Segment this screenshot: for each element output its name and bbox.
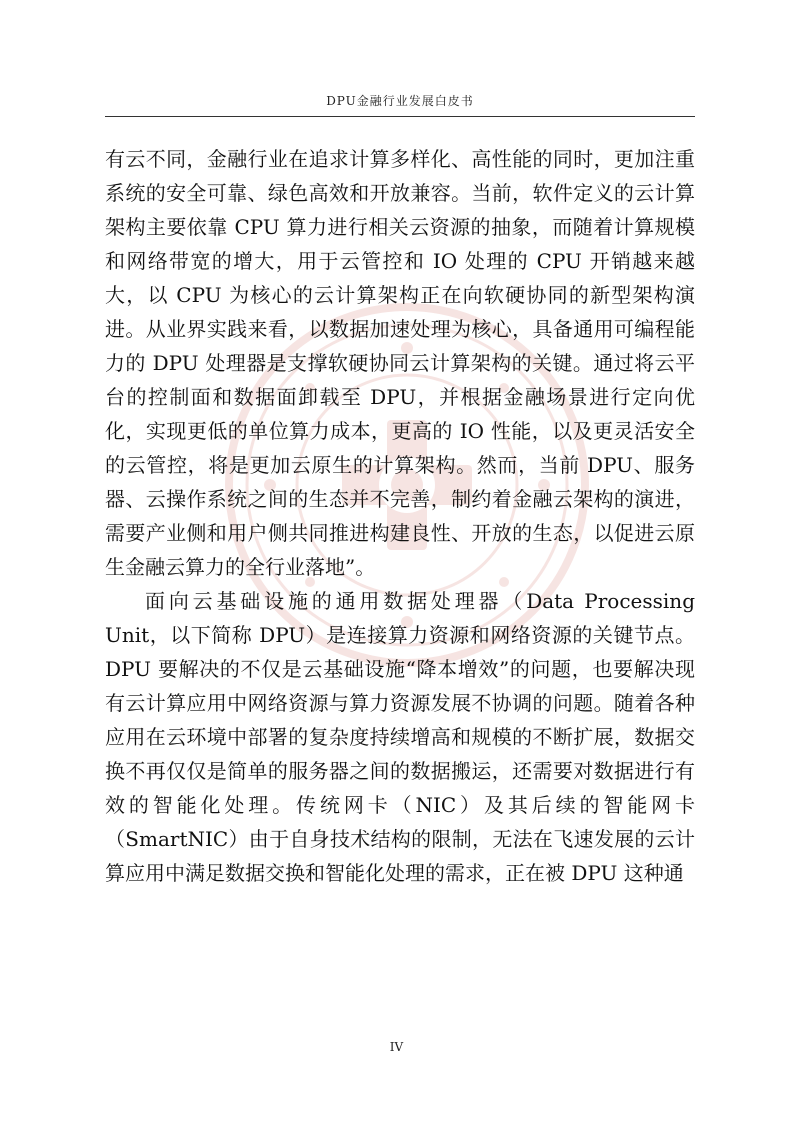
- paragraph-continued: 有云不同，金融行业在追求计算多样化、高性能的同时，更加注重系统的安全可靠、绿色高效和开放兼容。当前，软件定义的云计算架构主要依靠 CPU 算力进行相关云资源的抽象，而随着计算规模和网络带宽的增大，用于云管控和 IO 处理的 CPU 开销越来越大，以 CPU 为核心的云计算架构正在向软硬协同的新型架构演进。从业界实践来看，以数据加速处理为核心，具备通用可编程能力的 DPU 处理器是支撑软硬协同云计算架构的关键。通过将云平台的控制面和数据面卸载至 DPU，并根据金融场景进行定向优化，实现更低的单位算力成本，更高的 IO 性能，以及更灵活安全的云管控，将是更加云原生的计算架构。然而，当前 DPU、服务器、云操作系统之间的生态并不完善，制约着金融云架构的演进，需要产业侧和用户侧共同推进构建良性、开放的生态，以促进云原生金融云算力的全行业落地”。: [105, 147, 695, 579]
- body-text: [105, 142, 695, 890]
- header-divider: [105, 116, 695, 117]
- page-number: IV: [389, 1040, 404, 1054]
- paragraph-dpu-introduction: 面向云基础设施的通用数据处理器（Data Processing Unit，以下简称 DPU）是连接算力资源和网络资源的关键节点。DPU 要解决的不仅是云基础设施“降本增效”的问题，也要解决现有云计算应用中网络资源与算力资源发展不协调的问题。随着各种应用在云环境中部署的复杂度持续增高和规模的不断扩展，数据交换不再仅仅是简单的服务器之间的数据搬运，还需要对数据进行有效的智能化处理。传统网卡（NIC）及其后续的智能网卡（SmartNIC）由于自身技术结构的限制，无法在飞速发展的云计算应用中满足数据交换和智能化处理的需求，正在被 DPU 这种通: [105, 589, 695, 885]
- page-header-title: DPU金融行业发展白皮书: [326, 94, 474, 108]
